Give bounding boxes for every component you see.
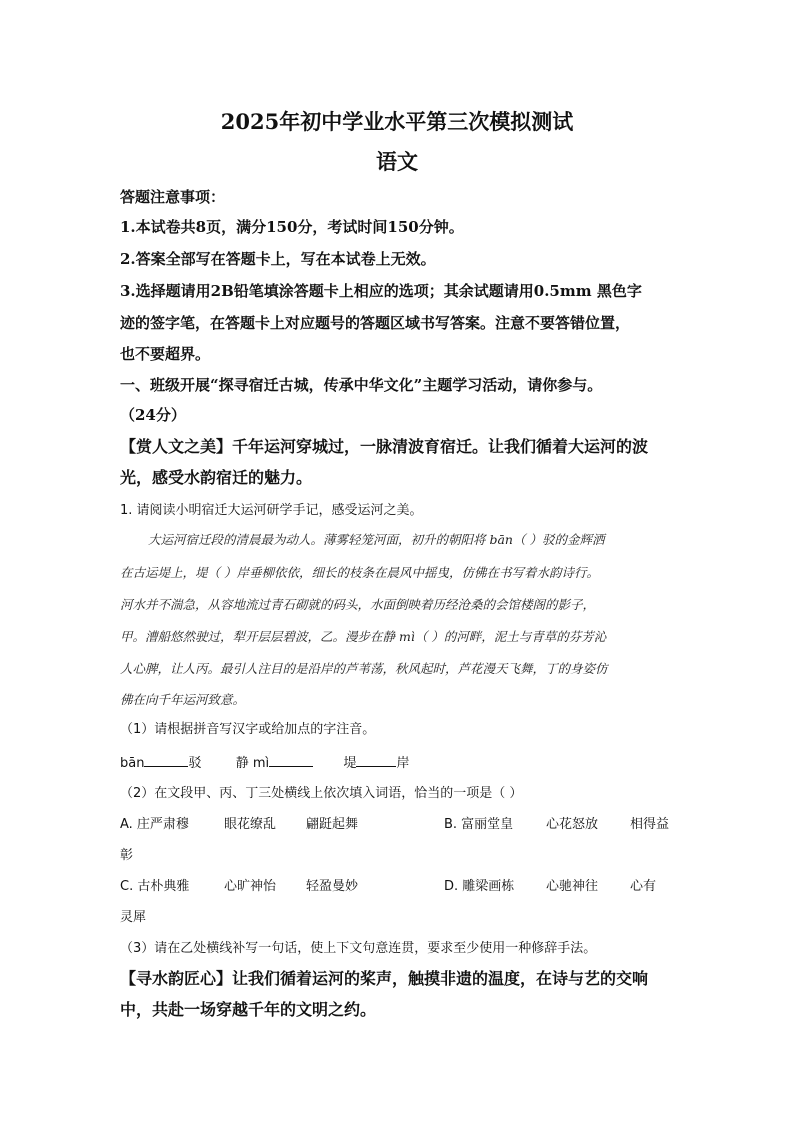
option-a-2: 眼花缭乱: [224, 817, 277, 832]
option-b-1[interactable]: B. 富丽堂皇: [444, 817, 514, 832]
fill-a-after: 驳: [188, 756, 202, 771]
passage-line-3: 河水并不湍急，从容地流过青石砌就的码头，水面倒映着历经沧桑的会馆楼阁的影子，: [120, 597, 596, 612]
fill-c-after: 岸: [396, 756, 410, 771]
passage-line-1: 大运河宿迁段的清晨最为动人。薄雾轻笼河面，初升的朝阳将 bān（ ）驳的金辉洒: [148, 532, 605, 547]
passage-line-2: 在古运堤上，堤（ ）岸垂柳依依，细长的枝条在晨风中摇曳，仿佛在书写着水韵诗行。: [120, 565, 599, 580]
option-d-3: 心有: [630, 879, 657, 894]
option-c-3: 轻盈曼妙: [306, 879, 359, 894]
option-d-wrap: 灵犀: [120, 910, 147, 925]
fill-a-blank[interactable]: [144, 753, 188, 767]
fill-a-pinyin: bān: [120, 756, 145, 771]
section-2-intro-line-2: 中，共赴一场穿越千年的文明之约。: [120, 1000, 377, 1019]
section-1-score: （24分）: [120, 406, 186, 424]
option-b-2: 心花怒放: [546, 817, 599, 832]
passage-line-5: 人心脾，让人丙。最引人注目的是沿岸的芦苇荡，秋风起时，芦花漫天飞舞，丁的身姿仿: [120, 661, 608, 676]
option-a-3: 翩跹起舞: [306, 817, 359, 832]
fill-c-char: 堤: [343, 756, 357, 771]
notice-item-3-line-2: 迹的签字笔，在答题卡上对应题号的答题区域书写答案。注意不要答错位置，: [120, 314, 631, 332]
notice-item-3-line-1: 3.选择题请用2B铅笔填涂答题卡上相应的选项；其余试题请用0.5mm 黑色字: [120, 282, 642, 300]
passage-line-6: 佛在向千年运河致意。: [120, 692, 246, 707]
option-d-2: 心驰神往: [546, 879, 599, 894]
section-1-intro-line-1: 【赏人文之美】千年运河穿城过，一脉清波育宿迁。让我们循着大运河的波: [120, 437, 649, 456]
option-c-1[interactable]: C. 古朴典雅: [120, 879, 190, 894]
fill-b-blank[interactable]: [269, 753, 313, 767]
section-1-heading: 一、班级开展“探寻宿迁古城，传承中华文化”主题学习活动，请你参与。: [120, 376, 603, 394]
exam-title: 2025年初中学业水平第三次模拟测试: [220, 109, 574, 134]
option-a-1[interactable]: A. 庄严肃穆: [120, 817, 189, 832]
question-1-stem: 1. 请阅读小明宿迁大运河研学手记，感受运河之美。: [120, 503, 423, 518]
notice-item-2: 2.答案全部写在答题卡上，写在本试卷上无效。: [120, 250, 436, 268]
option-c-2: 心旷神怡: [224, 879, 277, 894]
fill-blanks-row: [120, 752, 410, 771]
option-b-wrap: 彰: [120, 848, 134, 863]
fill-b-pinyin: 静 mì: [235, 756, 270, 771]
fill-c-blank[interactable]: [356, 753, 396, 767]
sub-question-1: （1）请根据拼音写汉字或给加点的字注音。: [120, 722, 376, 737]
sub-question-3: （3）请在乙处横线补写一句话，使上下文句意连贯，要求至少使用一种修辞手法。: [120, 941, 597, 956]
sub-question-2: （2）在文段甲、丙、丁三处横线上依次填入词语，恰当的一项是（ ）: [120, 786, 523, 801]
notice-heading: 答题注意事项：: [120, 188, 226, 206]
notice-item-3-line-3: 也不要超界。: [120, 345, 211, 363]
subject-title: 语文: [376, 149, 418, 174]
option-b-3: 相得益: [630, 817, 670, 832]
option-d-1[interactable]: D. 雕梁画栋: [444, 879, 515, 894]
notice-item-1: 1.本试卷共8页，满分150分，考试时间150分钟。: [120, 218, 464, 236]
section-1-intro-line-2: 光，感受水韵宿迁的魅力。: [120, 468, 313, 487]
passage-line-4: 甲。漕船悠然驶过，犁开层层碧波，乙。漫步在静 mì（ ）的河畔，泥土与青草的芬芳沁: [120, 629, 607, 644]
section-2-intro-line-1: 【寻水韵匠心】让我们循着运河的桨声，触摸非遗的温度，在诗与艺的交响: [120, 969, 649, 988]
